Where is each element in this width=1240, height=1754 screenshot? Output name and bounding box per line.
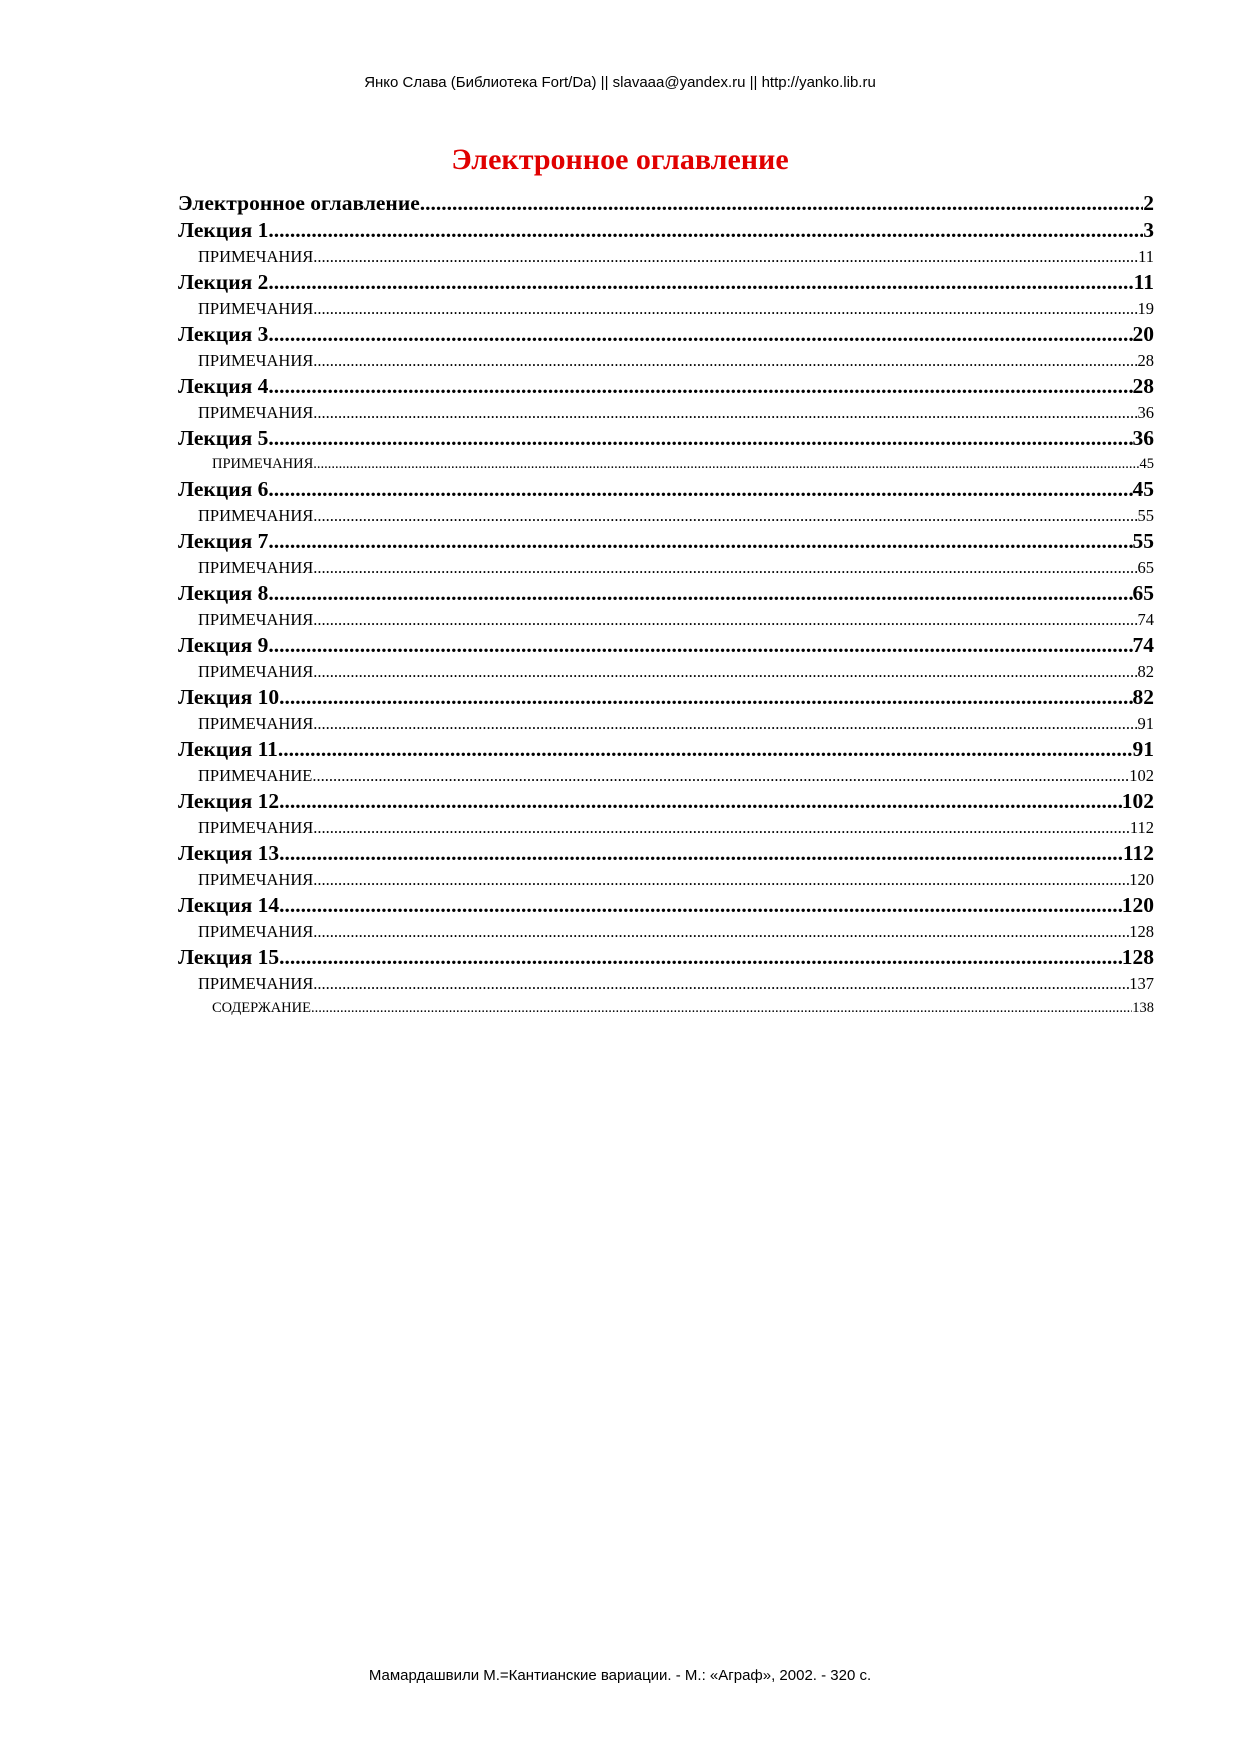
toc-entry-label: СОДЕРЖАНИЕ <box>212 996 311 1020</box>
toc-entry-label: ПРИМЕЧАНИЯ <box>198 607 313 632</box>
toc-entry-label: Лекция 5 <box>178 426 269 450</box>
toc-entry-label: ПРИМЕЧАНИЕ <box>198 763 312 788</box>
toc-leader-dots <box>268 476 1132 503</box>
toc-leader-dots <box>268 528 1132 555</box>
toc-leader-dots <box>278 736 1133 763</box>
toc-entry-label: Лекция 4 <box>178 374 269 398</box>
toc-entry-label: Лекция 13 <box>178 841 280 865</box>
toc-entry-page-number: 45 <box>1132 477 1154 501</box>
toc-leader-dots <box>279 840 1123 867</box>
toc-entry[interactable] <box>178 607 1154 632</box>
toc-leader-dots <box>420 190 1144 217</box>
toc-leader-dots <box>279 684 1132 711</box>
toc-entry-label: Лекция 8 <box>178 581 269 605</box>
toc-entry-page-number: 3 <box>1143 218 1154 242</box>
toc-entry-page-number: 82 <box>1132 685 1154 709</box>
toc-entry-label: Лекция 6 <box>178 477 269 501</box>
toc-entry-page-number: 138 <box>1132 996 1154 1020</box>
toc-leader-dots <box>268 580 1132 607</box>
toc-leader-dots <box>313 659 1137 684</box>
toc-entry-label: ПРИМЕЧАНИЯ <box>198 400 313 425</box>
toc-leader-dots <box>313 503 1137 528</box>
toc-leader-dots <box>313 867 1129 892</box>
toc-leader-dots <box>268 217 1143 244</box>
toc-entry-page-number: 11 <box>1138 244 1154 269</box>
toc-entry-label: Лекция 9 <box>178 633 269 657</box>
toc-entry-page-number: 102 <box>1121 789 1154 813</box>
toc-leader-dots <box>313 711 1137 736</box>
toc-entry-label: Электронное оглавление <box>178 191 420 215</box>
toc-entry-page-number: 19 <box>1138 296 1155 321</box>
toc-entry-label: ПРИМЕЧАНИЯ <box>198 867 313 892</box>
toc-entry-label: Лекция 12 <box>178 789 280 813</box>
toc-leader-dots <box>313 452 1139 476</box>
toc-entry[interactable] <box>178 867 1154 892</box>
toc-entry-page-number: 65 <box>1132 581 1154 605</box>
toc-entry-page-number: 128 <box>1121 945 1154 969</box>
toc-entry-page-number: 137 <box>1129 971 1154 996</box>
toc-entry[interactable] <box>178 321 1154 348</box>
toc-leader-dots <box>313 400 1137 425</box>
toc-entry[interactable] <box>178 711 1154 736</box>
toc-entry[interactable] <box>178 555 1154 580</box>
toc-entry-page-number: 91 <box>1138 711 1155 736</box>
toc-entry-page-number: 120 <box>1129 867 1154 892</box>
toc-entry[interactable] <box>178 971 1154 996</box>
toc-entry-page-number: 128 <box>1129 919 1154 944</box>
toc-entry[interactable] <box>178 503 1154 528</box>
toc-entry-label: Лекция 2 <box>178 270 269 294</box>
toc-entry-page-number: 55 <box>1138 503 1155 528</box>
toc-entry[interactable] <box>178 373 1154 400</box>
toc-entry-label: Лекция 14 <box>178 893 280 917</box>
toc-entry[interactable] <box>178 815 1154 840</box>
toc-leader-dots <box>279 892 1122 919</box>
toc-entry[interactable] <box>178 632 1154 659</box>
toc-entry[interactable] <box>178 996 1154 1020</box>
toc-entry-page-number: 28 <box>1138 348 1155 373</box>
toc-leader-dots <box>279 788 1122 815</box>
toc-leader-dots <box>268 269 1133 296</box>
toc-leader-dots <box>268 632 1132 659</box>
toc-entry[interactable] <box>178 528 1154 555</box>
toc-entry-label: Лекция 7 <box>178 529 269 553</box>
toc-entry-page-number: 11 <box>1133 270 1154 294</box>
toc-entry-page-number: 102 <box>1129 763 1154 788</box>
toc-leader-dots <box>279 944 1122 971</box>
toc-entry[interactable] <box>178 840 1154 867</box>
toc-entry[interactable] <box>178 659 1154 684</box>
toc-leader-dots <box>268 373 1132 400</box>
toc-entry[interactable] <box>178 580 1154 607</box>
toc-leader-dots <box>312 763 1129 788</box>
toc-leader-dots <box>313 555 1137 580</box>
toc-entry[interactable] <box>178 348 1154 373</box>
toc-entry-page-number: 74 <box>1132 633 1154 657</box>
toc-entry-page-number: 120 <box>1121 893 1154 917</box>
toc-entry-label: ПРИМЕЧАНИЯ <box>198 919 313 944</box>
toc-entry-label: Лекция 10 <box>178 685 280 709</box>
page-header: Янко Слава (Библиотека Fort/Da) || slavaaa@yandex.ru || http://yanko.lib.ru <box>364 74 876 91</box>
toc-entry-label: Лекция 1 <box>178 218 269 242</box>
toc-entry[interactable] <box>178 476 1154 503</box>
toc-entry[interactable] <box>178 244 1154 269</box>
toc-entry-label: Лекция 3 <box>178 322 269 346</box>
toc-entry[interactable] <box>178 269 1154 296</box>
toc-leader-dots <box>313 971 1129 996</box>
toc-entry[interactable] <box>178 788 1154 815</box>
toc-entry[interactable] <box>178 763 1154 788</box>
toc-entry-page-number: 65 <box>1138 555 1155 580</box>
toc-entry-page-number: 112 <box>1122 841 1154 865</box>
toc-entry-label: ПРИМЕЧАНИЯ <box>198 296 313 321</box>
toc-entry-page-number: 55 <box>1132 529 1154 553</box>
toc-entry[interactable] <box>178 684 1154 711</box>
toc-entry-page-number: 20 <box>1132 322 1154 346</box>
toc-entry-label: Лекция 11 <box>178 737 278 761</box>
toc-leader-dots <box>313 919 1129 944</box>
toc-entry[interactable] <box>178 452 1154 476</box>
page-title: Электронное оглавление <box>451 143 789 176</box>
toc-entry-label: ПРИМЕЧАНИЯ <box>198 348 313 373</box>
toc-entry-page-number: 28 <box>1132 374 1154 398</box>
toc-entry[interactable] <box>178 944 1154 971</box>
toc-leader-dots <box>313 348 1137 373</box>
toc-entry[interactable] <box>178 296 1154 321</box>
toc-entry-page-number: 74 <box>1138 607 1155 632</box>
toc-leader-dots <box>268 425 1132 452</box>
toc-entry[interactable] <box>178 736 1154 763</box>
toc-entry-label: ПРИМЕЧАНИЯ <box>212 452 313 476</box>
toc-leader-dots <box>311 996 1132 1020</box>
toc-entry-page-number: 36 <box>1138 400 1155 425</box>
page-footer: Мамардашвили М.=Кантианские вариации. - М.: «Аграф», 2002. - 320 с. <box>368 1667 872 1684</box>
toc-entry-page-number: 36 <box>1132 426 1154 450</box>
toc-entry-page-number: 82 <box>1138 659 1155 684</box>
toc-entry-label: ПРИМЕЧАНИЯ <box>198 711 313 736</box>
toc-entry-page-number: 2 <box>1143 191 1154 215</box>
toc-leader-dots <box>313 607 1137 632</box>
toc-entry-page-number: 112 <box>1130 815 1154 840</box>
toc-leader-dots <box>313 296 1137 321</box>
toc-entry[interactable] <box>178 217 1154 244</box>
toc-entry[interactable] <box>178 400 1154 425</box>
toc-entry-label: ПРИМЕЧАНИЯ <box>198 815 313 840</box>
toc-entry[interactable] <box>178 425 1154 452</box>
toc-entry[interactable] <box>178 190 1154 217</box>
toc-entry-label: ПРИМЕЧАНИЯ <box>198 971 313 996</box>
toc-entry-label: Лекция 15 <box>178 945 280 969</box>
toc-entry-page-number: 91 <box>1132 737 1154 761</box>
toc-entry[interactable] <box>178 919 1154 944</box>
toc-entry-label: ПРИМЕЧАНИЯ <box>198 503 313 528</box>
toc-leader-dots <box>313 244 1138 269</box>
toc-leader-dots <box>268 321 1132 348</box>
toc-leader-dots <box>313 815 1130 840</box>
toc-entry-label: ПРИМЕЧАНИЯ <box>198 244 313 269</box>
table-of-contents <box>178 190 1154 1020</box>
toc-entry[interactable] <box>178 892 1154 919</box>
toc-entry-page-number: 45 <box>1140 452 1155 476</box>
toc-entry-label: ПРИМЕЧАНИЯ <box>198 659 313 684</box>
toc-entry-label: ПРИМЕЧАНИЯ <box>198 555 313 580</box>
